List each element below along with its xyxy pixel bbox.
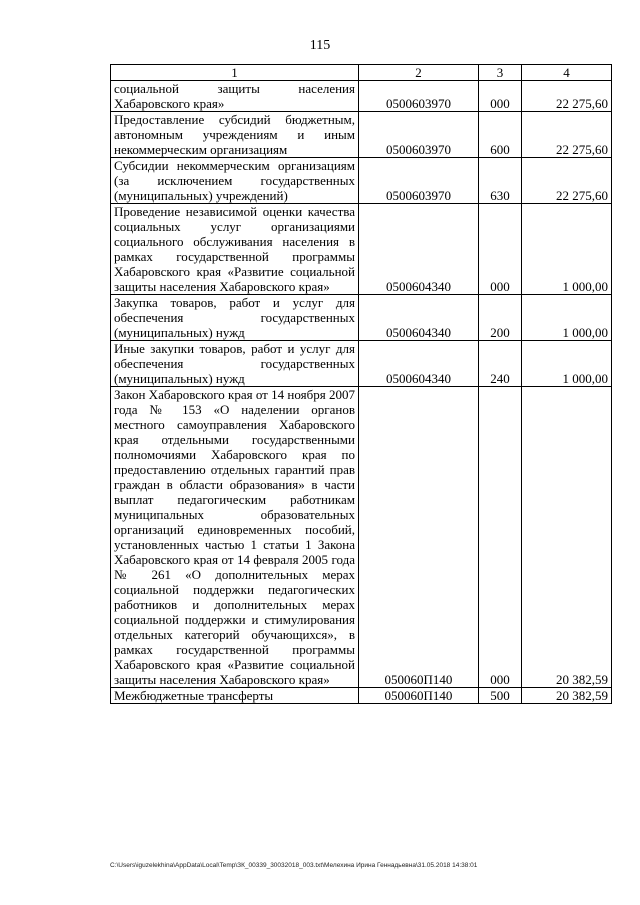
table-row [111,158,612,204]
row-code: 0500604340 [359,295,479,341]
row-name: Иные закупки товаров, работ и услуг для обеспечения государственных (муниципальных) нужд [111,341,359,387]
row-kind: 000 [479,387,522,688]
row-amount: 20 382,59 [522,688,612,704]
row-amount: 22 275,60 [522,112,612,158]
row-name: Субсидии некоммерческим организациям (за исключением государственных (муниципальных) учреждений) [111,158,359,204]
row-code: 0500603970 [359,112,479,158]
page-number: 115 [309,38,331,53]
table-header-row [111,65,612,81]
table-row [111,688,612,704]
row-kind: 500 [479,688,522,704]
header-col-code: 2 [359,65,479,81]
row-amount: 1 000,00 [522,295,612,341]
table-row [111,81,612,112]
budget-table [110,64,612,704]
row-amount: 20 382,59 [522,387,612,688]
row-kind: 000 [479,81,522,112]
row-kind: 630 [479,158,522,204]
row-kind: 600 [479,112,522,158]
row-name: Межбюджетные трансферты [111,688,359,704]
row-name: Закон Хабаровского края от 14 ноября 2007 года № 153 «О наделении органов местного самоуправления Хабаровского края отдельными государственными полномочиями Хабаровского края по предоставлению отдельных гарантий прав граждан в области образования» в части выплат педагогическим работникам муниципальных образовательных организаций единовременных пособий, установленных частью 1 статьи 1 Закона Хабаровского края от 14 февраля 2005 года № 261 «О дополнительных мерах социальной поддержки педагогических работников и дополнительных мерах социальной поддержки и стимулирования отдельных категорий обучающихся», в рамках государственной программы Хабаровского края «Развитие социальной защиты населения Хабаровского края» [111,387,359,688]
table-row [111,341,612,387]
row-kind: 240 [479,341,522,387]
row-name: Закупка товаров, работ и услуг для обеспечения государственных (муниципальных) нужд [111,295,359,341]
row-code: 0500603970 [359,158,479,204]
row-code: 050060П140 [359,688,479,704]
document-path-footer: C:\Users\iguzelekhina\AppData\Local\Temp\ЗК_00339_30032018_003.txt\Мелехина Ирина Геннадьевна\31.05.2018 14:38:01 [110,862,478,869]
table-row [111,204,612,295]
row-code: 050060П140 [359,387,479,688]
table-row [111,295,612,341]
row-kind: 200 [479,295,522,341]
row-code: 0500604340 [359,204,479,295]
table-row [111,112,612,158]
header-col-kind: 3 [479,65,522,81]
row-name: Предоставление субсидий бюджетным, автономным учреждениям и иным некоммерческим организациям [111,112,359,158]
table-row [111,387,612,688]
row-code: 0500604340 [359,341,479,387]
row-amount: 22 275,60 [522,81,612,112]
row-amount: 1 000,00 [522,204,612,295]
row-name: Проведение независимой оценки качества социальных услуг организациями социального обслуживания населения в рамках государственной программы Хабаровского края «Развитие социальной защиты населения Хабаровского края» [111,204,359,295]
row-amount: 22 275,60 [522,158,612,204]
row-name: социальной защиты населения Хабаровского края» [111,81,359,112]
row-kind: 000 [479,204,522,295]
row-code: 0500603970 [359,81,479,112]
header-col-amount: 4 [522,65,612,81]
row-amount: 1 000,00 [522,341,612,387]
header-col-name: 1 [111,65,359,81]
